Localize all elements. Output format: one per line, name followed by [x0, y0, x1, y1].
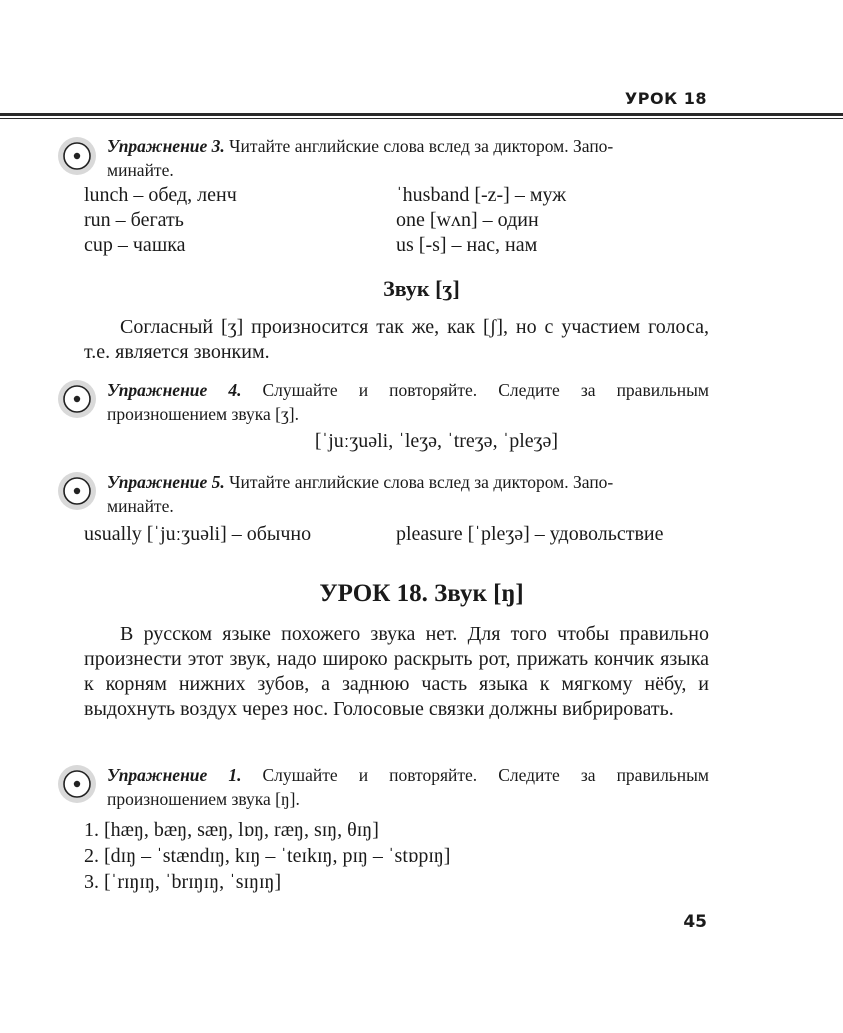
exercise-5-instruction — [107, 470, 709, 518]
audio-disc-icon[interactable] — [57, 379, 97, 419]
exercise-4-text: Слушайте и повторяйте. Следите за правильным произношением звука [ʒ]. — [107, 380, 709, 424]
exercise-3-text: Читайте английские слова вслед за диктором. Запо- — [224, 136, 614, 156]
audio-disc-icon[interactable] — [57, 764, 97, 804]
word-item: usually [ˈjuːʒuəli] – обычно — [84, 523, 312, 545]
exercise-3-label: Упражнение 3. — [107, 136, 225, 156]
header-rule-thin — [0, 118, 843, 119]
word-item: cup – чашка — [84, 234, 186, 256]
audio-disc-icon[interactable] — [57, 471, 97, 511]
exercise-3-instruction — [107, 134, 709, 182]
section-heading-sound-zh: Звук [ʒ] — [383, 276, 460, 301]
exercise-3-text-cont: минайте. — [107, 160, 174, 180]
exercise-1-text: Слушайте и повторяйте. Следите за правильным произношением звука [ŋ]. — [107, 765, 709, 809]
exercise-1-instruction — [107, 763, 709, 811]
running-header: УРОК 18 — [624, 89, 707, 108]
exercise-5-label: Упражнение 5. — [107, 472, 225, 492]
lesson-18-title: УРОК 18. Звук [ŋ] — [319, 580, 524, 607]
exercise-4-transcriptions: [ˈjuːʒuəli, ˈleʒə, ˈtreʒə, ˈpleʒə] — [314, 430, 559, 452]
audio-disc-icon[interactable] — [57, 136, 97, 176]
exercise-5-text: Читайте английские слова вслед за диктором. Запо- — [224, 472, 614, 492]
lesson-18-paragraph: В русском языке похожего звука нет. Для того чтобы правильно произнести этот звук, надо широко раскрыть рот, прижать кончик языка к корням нижних зубов, а заднюю часть языка к мягкому нёбу, и выдохнуть воздух через нос. Голосовые связки должны вибрировать. — [84, 623, 709, 720]
word-item: us [-s] – нас, нам — [396, 234, 538, 256]
page-number: 45 — [683, 912, 707, 932]
word-item: one [wʌn] – один — [396, 209, 539, 231]
exercise-5-text-cont: минайте. — [107, 496, 174, 516]
word-item: run – бегать — [84, 209, 184, 231]
exercise-4-instruction — [107, 378, 709, 426]
word-item: pleasure [ˈpleʒə] – удовольствие — [396, 523, 664, 545]
word-item: ˈhusband [-z-] – муж — [396, 184, 567, 206]
list-item: 3. [ˈrɪŋɪŋ, ˈbrɪŋɪŋ, ˈsɪŋɪŋ] — [84, 871, 282, 893]
list-item: 1. [hæŋ, bæŋ, sæŋ, lɒŋ, ræŋ, sɪŋ, θɪŋ] — [84, 819, 379, 841]
list-item: 2. [dɪŋ – ˈstændɪŋ, kɪŋ – ˈteɪkɪŋ, pɪŋ – ˈstɒpɪŋ] — [84, 845, 451, 867]
exercise-1-label: Упражнение 1. — [107, 765, 242, 785]
header-rule — [0, 113, 843, 116]
sound-zh-paragraph: Согласный [ʒ] произносится так же, как [ʃ], но с участием голоса, т.е. является звонким. — [84, 316, 709, 363]
exercise-4-label: Упражнение 4. — [107, 380, 242, 400]
word-item: lunch – обед, ленч — [84, 184, 237, 206]
